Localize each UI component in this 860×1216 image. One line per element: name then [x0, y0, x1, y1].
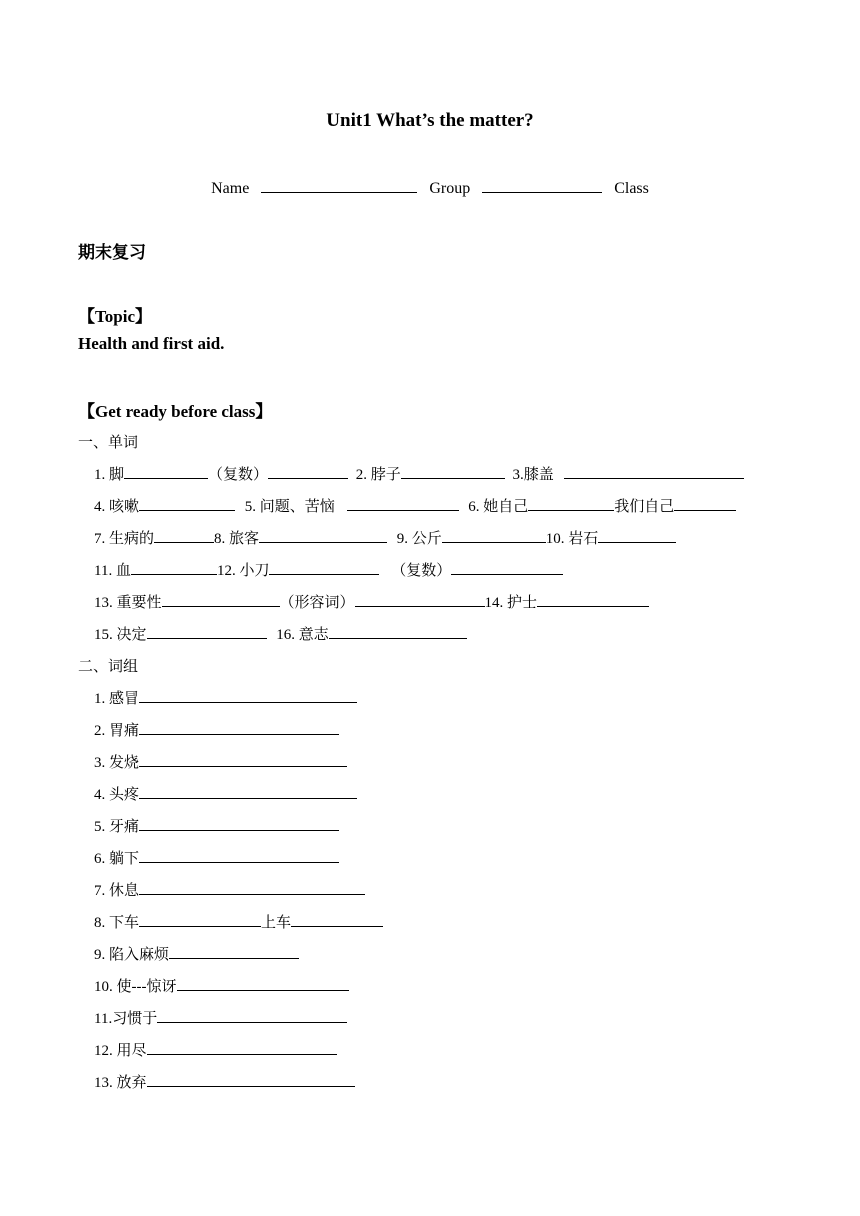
name-row [0, 178, 860, 198]
answer-blank[interactable] [147, 1040, 337, 1055]
word-label: 7. 生病的 [94, 531, 155, 547]
word-label: 6. 她自己 [468, 499, 529, 515]
answer-blank[interactable] [442, 528, 546, 543]
word-label: 9. 公斤 [396, 531, 442, 547]
phrase-label: 6. 躺下 [94, 851, 140, 867]
phrase-item [94, 783, 357, 804]
answer-blank[interactable] [268, 464, 348, 479]
answer-blank[interactable] [139, 688, 357, 703]
ready-heading: 【Get ready before class】 [78, 402, 273, 421]
phrase-label: 1. 感冒 [94, 691, 140, 707]
phrase-item [94, 879, 365, 900]
phrase-label: 5. 牙痛 [94, 819, 140, 835]
answer-blank[interactable] [139, 848, 339, 863]
answer-blank[interactable] [451, 560, 563, 575]
topic-text: Health and first aid. [78, 334, 225, 353]
word-label: 15. 决定 [94, 627, 147, 643]
group-blank[interactable] [482, 178, 602, 193]
answer-blank[interactable] [269, 560, 379, 575]
words-row-3 [94, 527, 676, 548]
word-label: 5. 问题、苦恼 [244, 499, 335, 515]
phrase-label: 12. 用尽 [94, 1043, 147, 1059]
phrase-label: 9. 陷入麻烦 [94, 947, 170, 963]
word-label: （形容词） [279, 595, 355, 611]
phrase-label: 3. 发烧 [94, 755, 140, 771]
answer-blank[interactable] [147, 1072, 355, 1087]
word-label: 2. 脖子 [355, 467, 401, 483]
answer-blank[interactable] [329, 624, 467, 639]
word-label: 13. 重要性 [94, 595, 162, 611]
phrase-label: 11.习惯于 [94, 1011, 158, 1027]
phrase-item [94, 847, 339, 868]
answer-blank[interactable] [598, 528, 676, 543]
word-label: 3.膝盖 [512, 467, 554, 483]
phrase-item [94, 1039, 337, 1060]
word-label: （复数） [391, 563, 452, 579]
class-label: Class [614, 180, 649, 197]
word-label: 8. 旅客 [214, 531, 260, 547]
answer-blank[interactable] [139, 752, 347, 767]
answer-blank[interactable] [139, 784, 357, 799]
answer-blank[interactable] [147, 624, 267, 639]
answer-blank[interactable] [355, 592, 485, 607]
phrase-item [94, 687, 357, 708]
answer-blank[interactable] [401, 464, 505, 479]
phrase-label: 8. 下车 [94, 915, 140, 931]
name-label: Name [211, 180, 250, 197]
answer-blank[interactable] [674, 496, 736, 511]
topic-heading: 【Topic】 [78, 307, 153, 326]
words-row-2 [94, 495, 736, 516]
phrase-item [94, 751, 347, 772]
word-label: 11. 血 [94, 563, 131, 579]
section-review-heading: 期末复习 [78, 243, 146, 262]
phrase-item [94, 1007, 347, 1028]
phrase-item [94, 719, 339, 740]
words-row-6 [94, 623, 467, 644]
answer-blank[interactable] [139, 816, 339, 831]
word-label: （复数） [208, 467, 269, 483]
phrase-item [94, 815, 339, 836]
word-label: 4. 咳嗽 [94, 499, 140, 515]
words-row-1 [94, 463, 744, 484]
answer-blank[interactable] [169, 944, 299, 959]
word-label: 16. 意志 [276, 627, 329, 643]
answer-blank[interactable] [162, 592, 280, 607]
answer-blank[interactable] [124, 464, 208, 479]
answer-blank[interactable] [564, 464, 744, 479]
phrase-item [94, 943, 299, 964]
name-blank[interactable] [261, 178, 417, 193]
words-heading: 一、单词 [78, 435, 139, 451]
group-label: Group [429, 180, 471, 197]
phrase-label: 上车 [261, 915, 292, 931]
answer-blank[interactable] [131, 560, 217, 575]
word-label: 我们自己 [614, 499, 675, 515]
words-row-5 [94, 591, 649, 612]
phrase-label: 10. 使---惊讶 [94, 979, 177, 995]
phrase-label: 4. 头疼 [94, 787, 140, 803]
word-label: 1. 脚 [94, 467, 125, 483]
phrase-item [94, 1071, 355, 1092]
answer-blank[interactable] [537, 592, 649, 607]
word-label: 12. 小刀 [216, 563, 270, 579]
word-label: 10. 岩石 [545, 531, 599, 547]
page-title: Unit1 What’s the matter? [326, 110, 534, 131]
answer-blank[interactable] [291, 912, 383, 927]
word-label: 14. 护士 [484, 595, 538, 611]
phrase-label: 7. 休息 [94, 883, 140, 899]
phrase-label: 2. 胃痛 [94, 723, 140, 739]
phrase-item [94, 911, 383, 932]
answer-blank[interactable] [347, 496, 459, 511]
answer-blank[interactable] [139, 720, 339, 735]
answer-blank[interactable] [177, 976, 349, 991]
phrases-heading: 二、词组 [78, 659, 139, 675]
answer-blank[interactable] [259, 528, 387, 543]
phrase-item [94, 975, 349, 996]
words-row-4 [94, 559, 563, 580]
answer-blank[interactable] [528, 496, 614, 511]
answer-blank[interactable] [157, 1008, 347, 1023]
answer-blank[interactable] [139, 496, 235, 511]
answer-blank[interactable] [139, 912, 261, 927]
answer-blank[interactable] [139, 880, 365, 895]
answer-blank[interactable] [154, 528, 214, 543]
phrase-label: 13. 放弃 [94, 1075, 147, 1091]
